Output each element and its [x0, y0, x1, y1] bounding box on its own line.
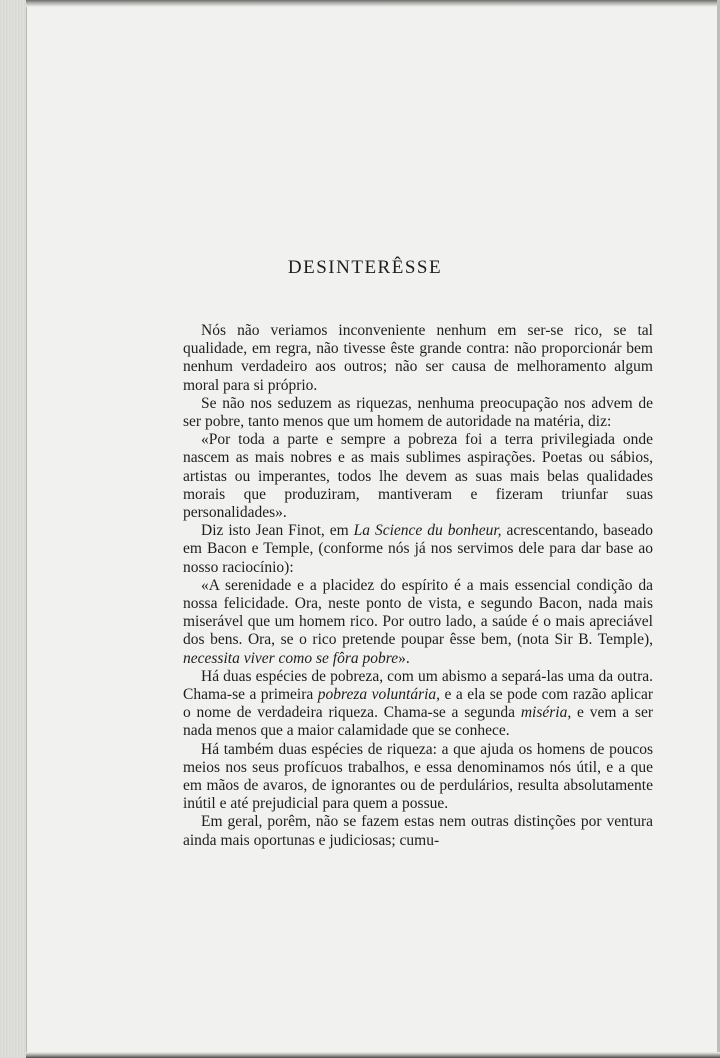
page-top-edge	[26, 0, 720, 7]
quote-italic: necessita viver como se fôra pobre	[183, 649, 399, 667]
p6-text-b: e a ela se pode com razão aplicar o nome de verdadeira riqueza. Chama-se a segunda	[183, 686, 654, 722]
page-bottom-edge	[26, 1052, 720, 1058]
paragraph-2: Se não nos seduzem as riquezas, nenhuma preocupação nos advem de ser pobre, tanto menos que um homem de autoridade na matéria, diz:	[183, 394, 653, 431]
p6-text-a: Há duas espécies de pobreza, com um abismo a separá-las uma da outra. Chama-se a primeira	[183, 667, 653, 704]
book-binding-edge	[0, 0, 27, 1058]
p5-text-b: ».	[398, 649, 410, 667]
p4-text-b: acrescentando, baseado em Bacon e Temple, (conforme nós já nos servimos dele para dar base ao nosso raciocínio):	[183, 522, 653, 576]
body-text	[183, 322, 653, 850]
paragraph-6	[183, 668, 653, 741]
paragraph-5-quote	[183, 577, 653, 668]
term-pobreza-voluntaria: pobreza voluntária,	[317, 686, 441, 704]
paragraph-8: Em geral, porêm, não se fazem estas nem outras distinções por ventura ainda mais oportunas e judiciosas; cumu-	[183, 813, 653, 849]
p5-text-a: «A serenidade e a placidez do espírito é a mais essencial condição da nossa felicidade. Ora, neste ponto de vista, e segundo Bacon, nada mais miserável que um homem rico. Por outro lado, a saúde é o mais apreciável dos bens. Ora, se o rico pretende poupar êsse bem, (nota Sir B. Temple),	[183, 576, 653, 649]
p4-text-a: Diz isto Jean Finot, em	[201, 522, 354, 540]
paragraph-4	[183, 522, 653, 577]
paragraph-3-quote: «Por toda a parte e sempre a pobreza foi a terra privilegiada onde nascem as mais nobres e as mais sublimes aspirações. Poetas ou sábios, artistas ou imperantes, todos lhe devem as suas mais belas qualidades morais que produziram, mantiveram e fizeram triunfar suas personalidades».	[183, 431, 653, 522]
paragraph-7: Há também duas espécies de riqueza: a que ajuda os homens de poucos meios nos seus profícuos trabalhos, e essa denominamos nós útil, e a que em mãos de avaros, de ignorantes ou de perdulários, resulta absolutamente inútil e até prejudicial para quem a possue.	[183, 740, 653, 813]
book-title-italic: La Science du bonheur,	[353, 522, 502, 540]
p6-text-c: e vem a ser nada menos que a maior calamidade que se conhece.	[183, 704, 653, 740]
paragraph-1: Nós não veriamos inconveniente nenhum em ser-se rico, se tal qualidade, em regra, não tivesse êste grande contra: não proporcionár bem nenhum verdadeiro aos outros; não ser causa de melhoramento algum moral para si próprio.	[183, 322, 653, 394]
chapter-title: DESINTERÊSSE	[287, 257, 443, 278]
term-miseria: miséria,	[520, 704, 572, 722]
